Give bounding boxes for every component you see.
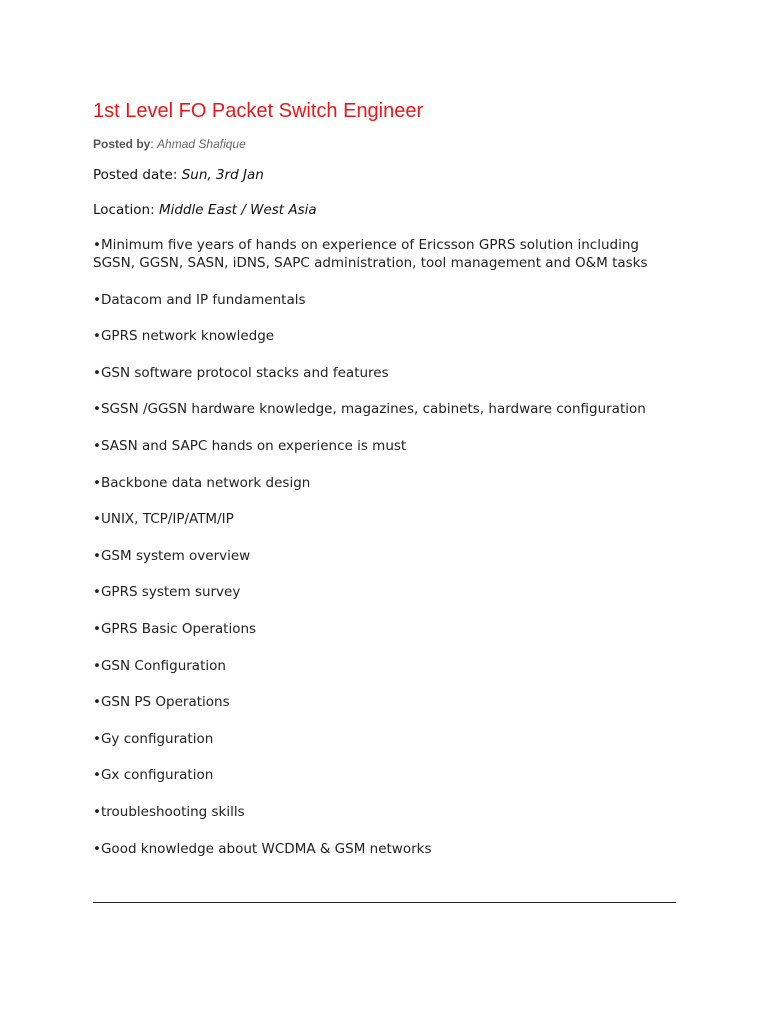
- requirement-item: •GSM system overview: [93, 547, 251, 564]
- posted-by-separator: :: [150, 137, 158, 151]
- posted-date-line: [93, 166, 676, 184]
- posted-by-line: [93, 136, 676, 152]
- job-posting: [93, 97, 676, 858]
- bullet-glyph: •: [93, 474, 101, 491]
- requirement-item: •Gy configuration: [93, 730, 214, 747]
- requirement-item: •Backbone data network design: [93, 474, 311, 491]
- bullet-glyph: •: [93, 840, 101, 857]
- requirement-item: •Gx configuration: [93, 767, 214, 784]
- bullet-glyph: •: [93, 291, 101, 308]
- requirement-item: •GSN PS Operations: [93, 694, 230, 711]
- location-line: [93, 201, 676, 219]
- requirement-item: •GPRS system survey: [93, 584, 241, 601]
- requirement-item: •GSN software protocol stacks and features: [93, 364, 389, 381]
- bullet-glyph: •: [93, 401, 101, 418]
- bullet-glyph: •: [93, 620, 101, 637]
- bullet-glyph: •: [93, 237, 101, 253]
- bullet-glyph: •: [93, 328, 101, 345]
- posted-date-label: Posted date: [93, 167, 173, 183]
- bullet-glyph: •: [93, 511, 101, 528]
- requirement-item: •troubleshooting skills: [93, 803, 245, 820]
- requirement-item: •UNIX, TCP/IP/ATM/IP: [93, 511, 234, 528]
- posted-date-value: Sun, 3rd Jan: [181, 167, 264, 183]
- requirement-item: •GPRS network knowledge: [93, 328, 275, 345]
- bullet-glyph: •: [93, 657, 101, 674]
- bullet-glyph: •: [93, 437, 101, 454]
- posted-by-label: Posted by: [93, 137, 151, 151]
- location-label: Location: [93, 202, 151, 218]
- requirement-item: •Good knowledge about WCDMA & GSM networks: [93, 840, 432, 857]
- requirement-item: •Minimum five years of hands on experience of Ericsson GPRS solution including SGSN, GGSN, SASN, iDNS, SAPC administration, tool management and O&M tasks: [93, 237, 648, 271]
- horizontal-rule: [93, 902, 676, 903]
- bullet-glyph: •: [93, 584, 101, 601]
- posted-date-separator: :: [172, 167, 182, 183]
- bullet-glyph: •: [93, 730, 101, 747]
- bullet-glyph: •: [93, 767, 101, 784]
- location-value: Middle East / West Asia: [158, 202, 317, 218]
- bullet-glyph: •: [93, 364, 101, 381]
- location-separator: :: [150, 202, 159, 218]
- posted-by-value: Ahmad Shafique: [157, 137, 246, 151]
- bullet-glyph: •: [93, 694, 101, 711]
- bullet-glyph: •: [93, 547, 101, 564]
- job-title: 1st Level FO Packet Switch Engineer: [93, 100, 424, 122]
- requirement-item: •SGSN /GGSN hardware knowledge, magazines, cabinets, hardware configuration: [93, 401, 646, 418]
- requirement-item: •Datacom and IP fundamentals: [93, 291, 306, 308]
- requirement-item: •GPRS Basic Operations: [93, 620, 257, 637]
- requirements-list: [93, 236, 676, 858]
- requirement-item: •SASN and SAPC hands on experience is must: [93, 437, 407, 454]
- bullet-glyph: •: [93, 803, 101, 820]
- requirement-item: •GSN Configuration: [93, 657, 226, 674]
